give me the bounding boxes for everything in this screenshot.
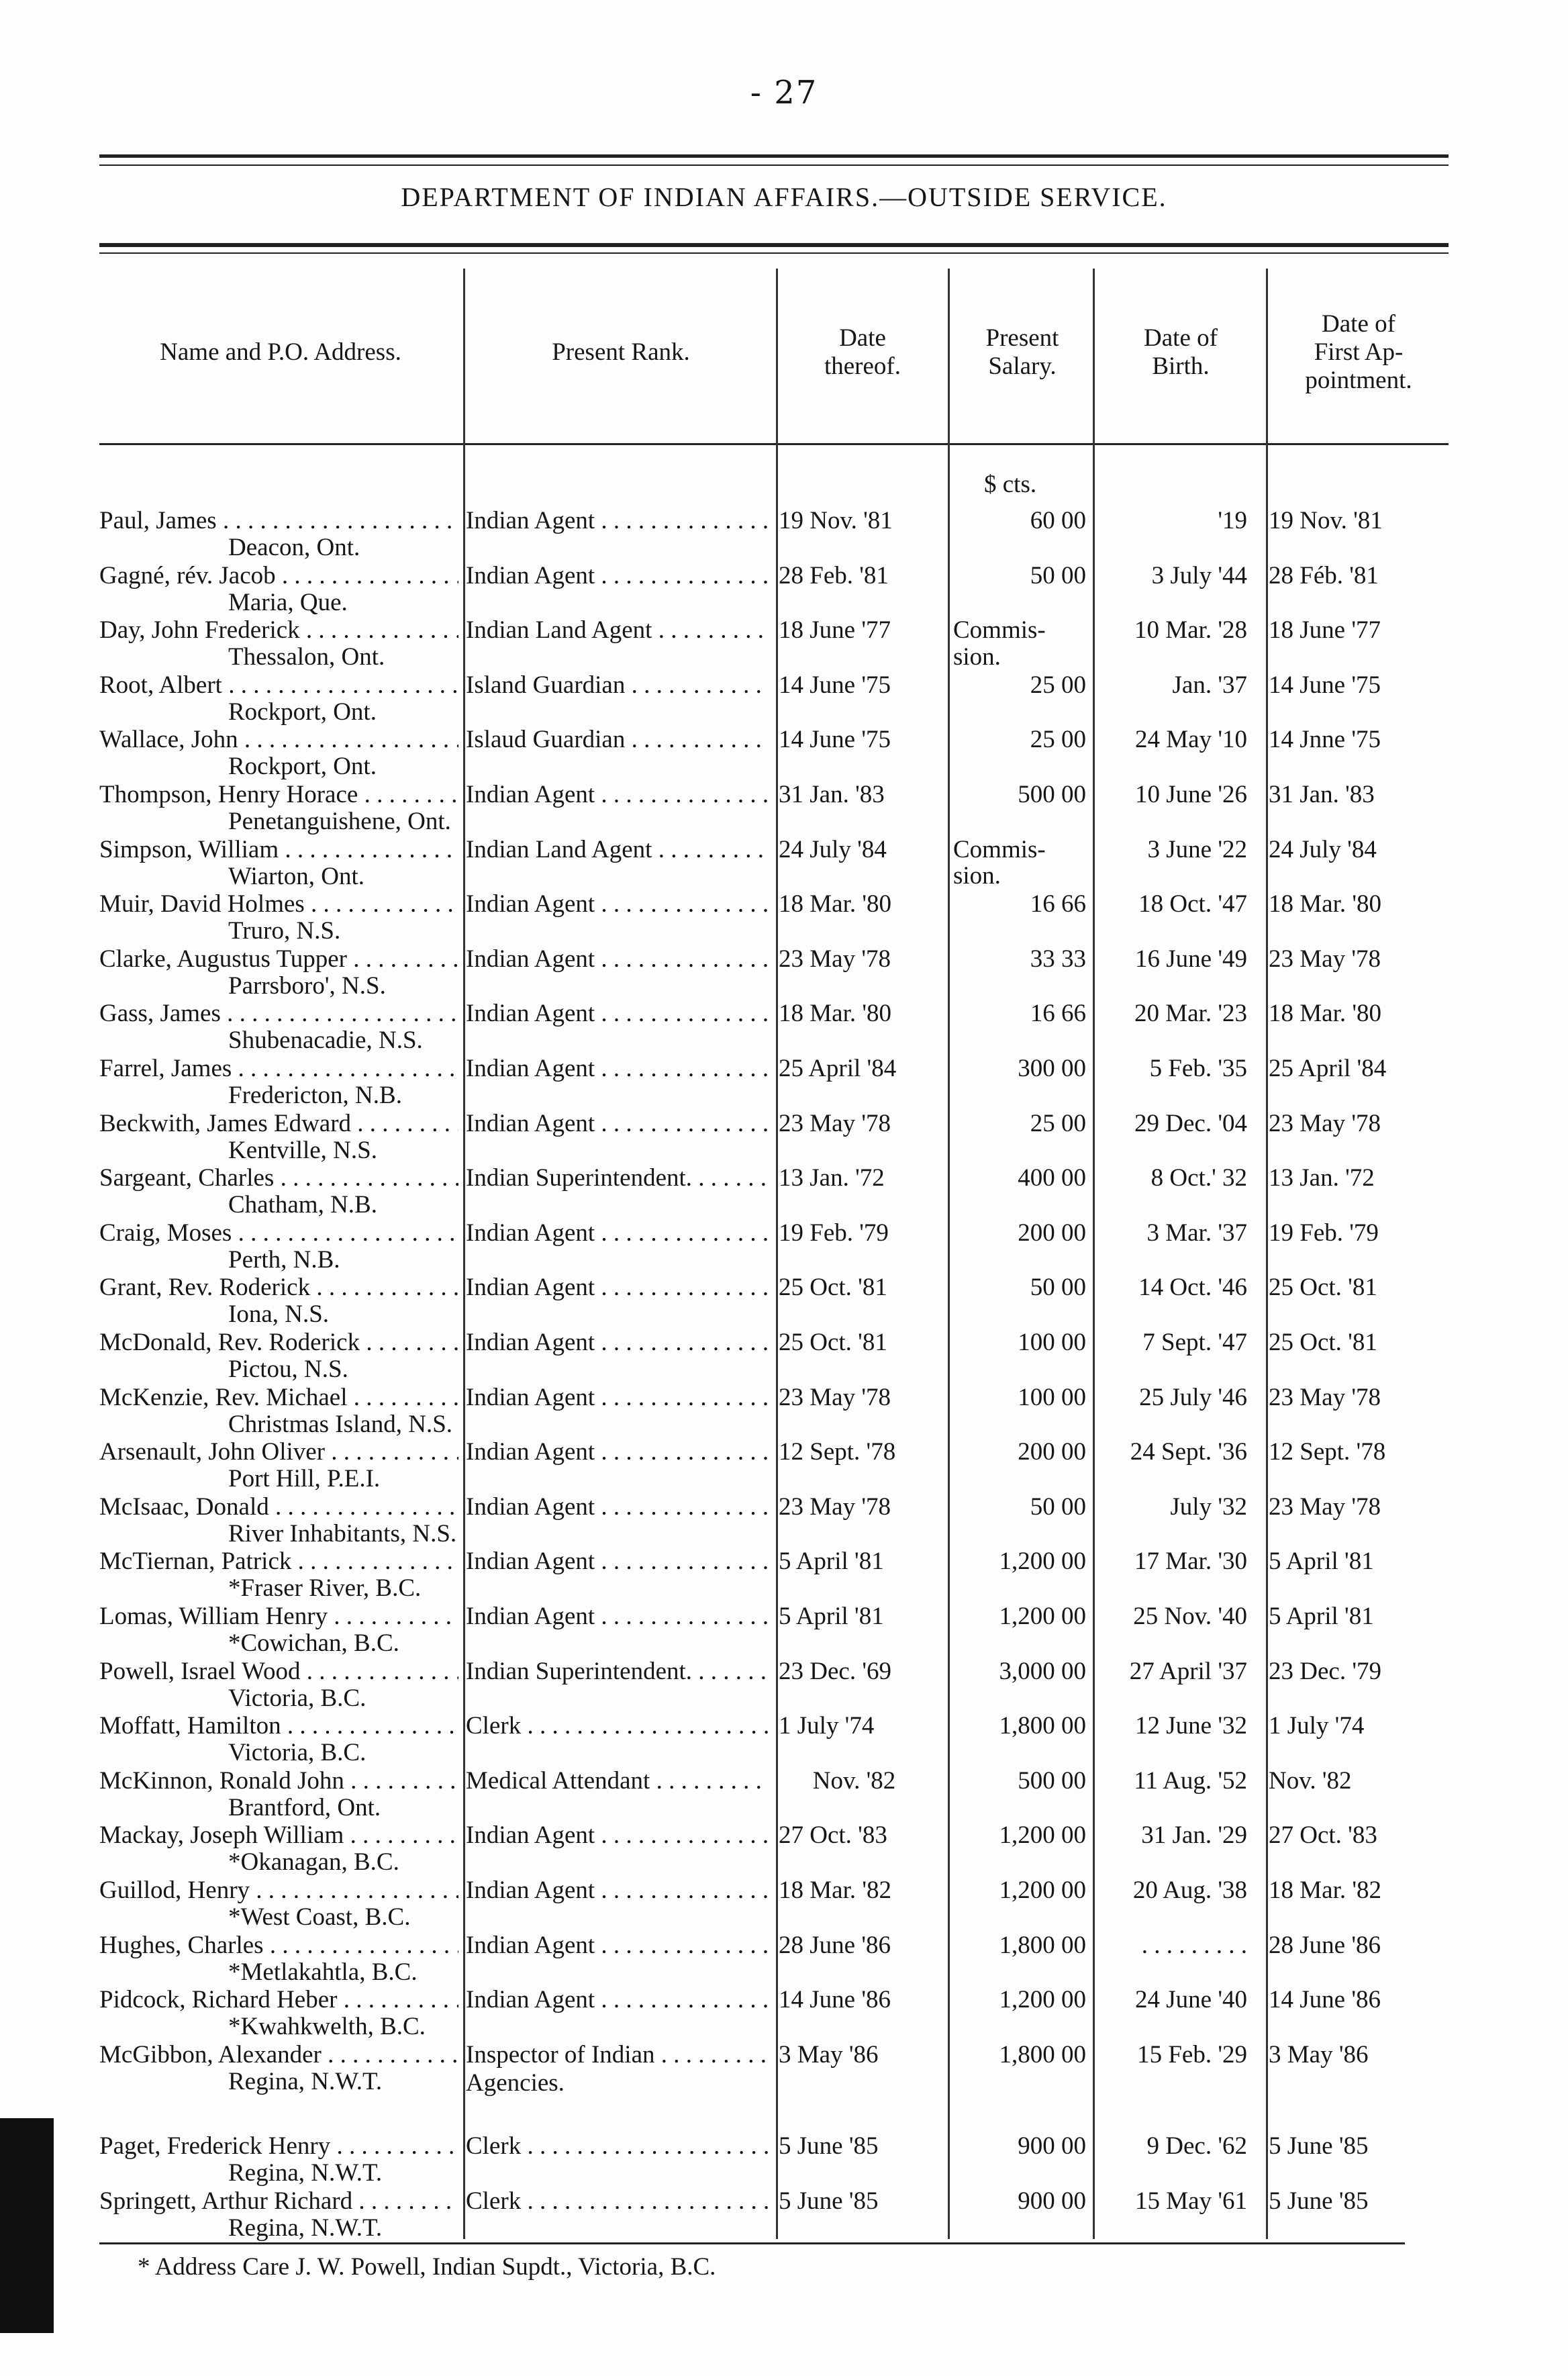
entry-address: Christmas Island, N.S.	[228, 1410, 453, 1438]
col-date-header: Date thereof.	[824, 324, 901, 380]
entry-birth: 20 Mar. '23	[1134, 1000, 1247, 1028]
entry-first-appointment: 14 June '75	[1269, 671, 1381, 699]
entry-date: 23 Dec. '69	[779, 1657, 891, 1685]
entry-first-appointment: 25 Oct. '81	[1269, 1329, 1377, 1356]
entry-name: Root, Albert . . .	[99, 671, 458, 700]
entry-date: 23 May '78	[779, 945, 891, 973]
entry-birth: 10 Mar. '28	[1134, 616, 1247, 645]
entry-first-appointment: 19 Feb. '79	[1269, 1219, 1379, 1247]
entry-address: Parrsboro', N.S.	[228, 971, 386, 1000]
entry-rank: Indian Agent . . .	[466, 1876, 769, 1905]
entry-date: 18 Mar. '80	[779, 890, 892, 918]
entry-name: Pidcock, Richard Heber . . .	[99, 1986, 458, 2014]
entry-date: 5 April '81	[779, 1603, 884, 1630]
entry-address: Rockport, Ont.	[228, 753, 377, 781]
entry-first-appointment: 23 Dec. '79	[1269, 1657, 1381, 1685]
entry-name: Farrel, James . . .	[99, 1055, 458, 1083]
header-rule-thin	[99, 252, 1449, 254]
table-row	[0, 1164, 1568, 1219]
entry-salary: 25 00	[1030, 1109, 1086, 1137]
entry-date: 18 June '77	[779, 616, 891, 645]
entry-rank: Indian Agent . . .	[466, 1384, 769, 1412]
entry-date: 3 May '86	[779, 2040, 879, 2069]
table-bottom-rule	[99, 2242, 1405, 2244]
entry-name: Clarke, Augustus Tupper . . .	[99, 945, 458, 973]
entry-address: Deacon, Ont.	[228, 534, 360, 561]
entry-address: Penetanguishene, Ont.	[228, 808, 451, 835]
entry-salary: 900 00	[1018, 2187, 1086, 2215]
entry-date: 25 April '84	[779, 1055, 897, 1082]
entry-date: 19 Feb. '79	[779, 1219, 889, 1247]
entry-first-appointment: 14 June '86	[1269, 1986, 1381, 2014]
page-number: - 27	[750, 74, 818, 111]
entry-rank: Clerk . . .	[466, 2187, 769, 2216]
entry-rank: Indian Agent . . .	[466, 1932, 769, 1960]
table-row	[0, 1821, 1568, 1876]
entry-first-appointment: 5 April '81	[1269, 1548, 1374, 1576]
entry-birth: 14 Oct. '46	[1138, 1274, 1247, 1302]
entry-rank: Indian Agent . . .	[466, 890, 769, 918]
table-row	[0, 781, 1568, 836]
entry-rank: Indian Agent . . .	[466, 562, 769, 590]
entry-birth: 25 Nov. '40	[1133, 1603, 1247, 1630]
entry-salary: 60 00	[1030, 507, 1086, 534]
entry-date: 5 June '85	[779, 2132, 879, 2160]
entry-salary: 300 00	[1018, 1055, 1086, 1082]
entry-salary: 25 00	[1030, 726, 1086, 754]
entry-birth: 24 May '10	[1135, 726, 1247, 754]
entry-rank: Indian Agent . . .	[466, 1055, 769, 1083]
entry-rank: Indian Superintendent. . . .	[466, 1658, 769, 1686]
entry-first-appointment: 25 April '84	[1269, 1055, 1387, 1082]
entry-first-appointment: Nov. '82	[1269, 1766, 1352, 1795]
entry-birth: 11 Aug. '52	[1134, 1766, 1247, 1795]
table-row	[0, 2041, 1568, 2096]
entry-birth: 25 July '46	[1139, 1383, 1247, 1411]
entry-first-appointment: 25 Oct. '81	[1269, 1274, 1377, 1302]
entry-rank: Indian Land Agent . . .	[466, 616, 769, 645]
entry-name: McKinnon, Ronald John . . .	[99, 1767, 458, 1795]
entry-name: McTiernan, Patrick . . .	[99, 1548, 458, 1576]
entry-birth: 27 April '37	[1129, 1657, 1247, 1685]
entry-date: 19 Nov. '81	[779, 507, 893, 534]
footnote: * Address Care J. W. Powell, Indian Supdt., Victoria, B.C.	[138, 2253, 716, 2281]
entry-first-appointment: 14 Jnne '75	[1269, 726, 1381, 754]
entry-salary: 200 00	[1018, 1438, 1086, 1466]
entry-name: Day, John Frederick . . .	[99, 616, 458, 645]
entry-name: McGibbon, Alexander . . .	[99, 2041, 458, 2069]
entry-address: Regina, N.W.T.	[228, 2067, 383, 2095]
entry-birth: 9 Dec. '62	[1146, 2132, 1247, 2160]
entry-rank: Indian Agent . . .	[466, 1000, 769, 1028]
entry-rank-continued: Agencies.	[466, 2069, 565, 2097]
entry-salary: 16 66	[1030, 890, 1086, 918]
entry-first-appointment: 5 June '85	[1269, 2132, 1369, 2160]
table-row	[0, 1712, 1568, 1767]
entry-name: Powell, Israel Wood . . .	[99, 1658, 458, 1686]
entry-first-appointment: 23 May '78	[1269, 1383, 1381, 1411]
table-row	[0, 1767, 1568, 1822]
entry-first-appointment: 27 Oct. '83	[1269, 1821, 1377, 1850]
table-row	[0, 1658, 1568, 1713]
table-row	[0, 1603, 1568, 1658]
col-first-header: Date of First Ap- pointment.	[1305, 310, 1412, 394]
entry-salary: 25 00	[1030, 671, 1086, 699]
entry-first-appointment: 5 June '85	[1269, 2187, 1369, 2215]
entry-address: Shubenacadie, N.S.	[228, 1027, 423, 1055]
entry-name: Paul, James . . .	[99, 507, 458, 535]
entry-date: 24 July '84	[779, 835, 887, 863]
entry-salary: 50 00	[1030, 1274, 1086, 1302]
entry-rank: Indian Agent . . .	[466, 1438, 769, 1466]
entry-salary: 100 00	[1018, 1383, 1086, 1411]
entry-birth: . . . . . . . . .	[1141, 1931, 1247, 1959]
table-row	[0, 726, 1568, 781]
entry-salary: 1,200 00	[999, 1876, 1086, 1904]
entry-address: Iona, N.S.	[228, 1300, 330, 1329]
entry-birth: 15 Feb. '29	[1137, 2040, 1247, 2069]
entry-birth: 3 July '44	[1151, 561, 1247, 589]
entry-name: Sargeant, Charles . . .	[99, 1164, 458, 1192]
header-bottom-rule	[99, 443, 1449, 445]
table-row	[0, 1493, 1568, 1548]
entry-rank: Indian Agent . . .	[466, 1493, 769, 1521]
entry-salary: Commis-	[953, 616, 1046, 645]
entry-address: Truro, N.S.	[228, 917, 341, 945]
entry-address: Wiarton, Ont.	[228, 862, 364, 890]
entry-first-appointment: 13 Jan. '72	[1269, 1164, 1375, 1192]
entry-birth: 17 Mar. '30	[1134, 1548, 1247, 1576]
table-row	[0, 1876, 1568, 1932]
entry-address: Victoria, B.C.	[228, 1739, 366, 1767]
entry-address: *West Coast, B.C.	[228, 1903, 411, 1931]
entry-name: Beckwith, James Edward . . .	[99, 1110, 458, 1138]
entry-address: Fredericton, N.B.	[228, 1082, 402, 1109]
entry-first-appointment: 24 July '84	[1269, 835, 1377, 863]
table-row	[0, 507, 1568, 562]
margin-mark	[0, 2118, 54, 2333]
entry-birth: 20 Aug. '38	[1132, 1876, 1247, 1904]
entry-first-appointment: 5 April '81	[1269, 1603, 1374, 1630]
entry-first-appointment: 31 Jan. '83	[1269, 781, 1375, 808]
table-row	[0, 1438, 1568, 1493]
entry-name: Lomas, William Henry . . .	[99, 1603, 458, 1631]
header-rule	[99, 243, 1449, 247]
entry-salary: 3,000 00	[999, 1657, 1086, 1685]
entry-date: 18 Mar. '82	[779, 1876, 892, 1904]
entry-date: 23 May '78	[779, 1109, 891, 1137]
entry-date: 14 June '86	[779, 1986, 891, 2014]
entry-salary-note: sion.	[953, 643, 1001, 671]
entry-rank: Indian Agent . . .	[466, 1219, 769, 1247]
col-name-header: Name and P.O. Address.	[160, 338, 401, 366]
entry-date: 12 Sept. '78	[779, 1438, 896, 1466]
entry-birth: 18 Oct. '47	[1138, 890, 1247, 918]
entry-rank: Indian Land Agent . . .	[466, 836, 769, 864]
table-row	[0, 945, 1568, 1000]
entry-name: McIsaac, Donald . . .	[99, 1493, 458, 1521]
table-row	[0, 836, 1568, 891]
salary-units: $ cts.	[984, 471, 1037, 498]
entry-rank: Medical Attendant . . .	[466, 1767, 769, 1795]
entry-rank: Indian Agent . . .	[466, 781, 769, 809]
entry-salary: 1,800 00	[999, 1931, 1086, 1959]
entry-rank: Indian Agent . . .	[466, 1821, 769, 1850]
entry-name: McDonald, Rev. Roderick . . .	[99, 1329, 458, 1357]
entry-rank: Indian Agent . . .	[466, 1274, 769, 1302]
entry-name: Paget, Frederick Henry . . .	[99, 2132, 458, 2160]
entry-birth: 15 May '61	[1135, 2187, 1247, 2215]
entry-address: *Cowichan, B.C.	[228, 1629, 399, 1657]
entry-address: *Kwahkwelth, B.C.	[228, 2013, 426, 2041]
entry-name: Muir, David Holmes . . .	[99, 890, 458, 918]
entry-name: Mackay, Joseph William . . .	[99, 1821, 458, 1850]
table-row	[0, 1110, 1568, 1165]
entry-salary: 200 00	[1018, 1219, 1086, 1247]
entry-name: Thompson, Henry Horace . . .	[99, 781, 458, 809]
entry-date: Nov. '82	[812, 1766, 896, 1795]
entry-birth: 24 Sept. '36	[1130, 1438, 1247, 1466]
entry-name: Hughes, Charles . . .	[99, 1932, 458, 1960]
entry-salary-note: sion.	[953, 862, 1001, 890]
entry-rank: Indian Agent . . .	[466, 1329, 769, 1357]
entry-date: 25 Oct. '81	[779, 1274, 887, 1302]
table-row	[0, 1986, 1568, 2041]
entry-rank: Indian Agent . . .	[466, 945, 769, 973]
entry-name: Grant, Rev. Roderick . . .	[99, 1274, 458, 1302]
entry-salary: 1,200 00	[999, 1603, 1086, 1630]
entry-date: 25 Oct. '81	[779, 1329, 887, 1356]
entry-date: 23 May '78	[779, 1492, 891, 1521]
entry-date: 14 June '75	[779, 671, 891, 699]
entry-birth: Jan. '37	[1172, 671, 1247, 699]
entry-rank: Island Guardian . . .	[466, 671, 769, 700]
entry-name: Arsenault, John Oliver . . .	[99, 1438, 458, 1466]
entry-date: 13 Jan. '72	[779, 1164, 885, 1192]
entry-date: 18 Mar. '80	[779, 1000, 892, 1028]
entry-address: Pictou, N.S.	[228, 1356, 348, 1383]
entry-name: Simpson, William . . .	[99, 836, 458, 864]
entry-address: Kentville, N.S.	[228, 1136, 377, 1164]
entry-name: Gass, James . . .	[99, 1000, 458, 1028]
entry-birth: 10 June '26	[1135, 781, 1247, 808]
entry-address: Thessalon, Ont.	[228, 643, 385, 671]
entry-date: 28 June '86	[779, 1931, 891, 1959]
entry-salary: 1,200 00	[999, 1548, 1086, 1576]
entry-first-appointment: 18 June '77	[1269, 616, 1381, 645]
entry-date: 23 May '78	[779, 1383, 891, 1411]
col-salary-header: Present Salary.	[985, 324, 1059, 380]
entry-first-appointment: 28 June '86	[1269, 1931, 1381, 1959]
entry-birth: July '32	[1170, 1492, 1247, 1521]
entry-rank: Clerk . . .	[466, 2132, 769, 2160]
entry-salary: 16 66	[1030, 1000, 1086, 1028]
entry-address: River Inhabitants, N.S.	[228, 1519, 456, 1548]
top-rule-thin	[99, 164, 1449, 166]
entry-salary: 33 33	[1030, 945, 1086, 973]
entry-first-appointment: 18 Mar. '80	[1269, 890, 1382, 918]
entry-birth: 16 June '49	[1135, 945, 1247, 973]
entry-rank: Indian Agent . . .	[466, 1986, 769, 2014]
entry-date: 28 Feb. '81	[779, 561, 889, 589]
entry-salary: 500 00	[1018, 1766, 1086, 1795]
table-row	[0, 1000, 1568, 1055]
entry-address: *Metlakahtla, B.C.	[228, 1958, 418, 1986]
table-row	[0, 616, 1568, 671]
entry-birth: 3 Mar. '37	[1146, 1219, 1247, 1247]
entry-salary: 1,800 00	[999, 1712, 1086, 1740]
entry-salary: 50 00	[1030, 561, 1086, 589]
entry-first-appointment: 3 May '86	[1269, 2040, 1369, 2069]
entry-address: Port Hill, P.E.I.	[228, 1465, 381, 1493]
entry-first-appointment: 1 July '74	[1269, 1712, 1365, 1740]
table-row	[0, 1932, 1568, 1987]
entry-address: Brantford, Ont.	[228, 1793, 381, 1821]
table-row	[0, 1329, 1568, 1384]
entry-rank: Inspector of Indian . . .	[466, 2041, 769, 2069]
entry-birth: '19	[1218, 507, 1247, 534]
entry-name: Guillod, Henry . . .	[99, 1876, 458, 1905]
entry-date: 1 July '74	[779, 1712, 875, 1740]
entry-rank: Indian Agent . . .	[466, 507, 769, 535]
entry-salary: 1,200 00	[999, 1986, 1086, 2014]
entry-address: Regina, N.W.T.	[228, 2159, 383, 2187]
entry-first-appointment: 18 Mar. '80	[1269, 1000, 1382, 1028]
entry-salary: 400 00	[1018, 1164, 1086, 1192]
entry-birth: 7 Sept. '47	[1142, 1329, 1247, 1356]
entry-birth: 29 Dec. '04	[1134, 1109, 1247, 1137]
col-rank-header: Present Rank.	[552, 338, 690, 366]
entry-date: 31 Jan. '83	[779, 781, 885, 808]
entry-first-appointment: 28 Féb. '81	[1269, 561, 1379, 589]
table-row	[0, 562, 1568, 617]
entry-address: *Fraser River, B.C.	[228, 1574, 422, 1603]
entry-first-appointment: 12 Sept. '78	[1269, 1438, 1386, 1466]
entry-birth: 5 Feb. '35	[1149, 1055, 1247, 1082]
entry-rank: Islaud Guardian . . .	[466, 726, 769, 754]
entry-name: Wallace, John . . .	[99, 726, 458, 754]
entry-first-appointment: 23 May '78	[1269, 945, 1381, 973]
table-row	[0, 2187, 1568, 2242]
table-row	[0, 1384, 1568, 1439]
entry-address: Chatham, N.B.	[228, 1191, 377, 1219]
table-row	[0, 1219, 1568, 1274]
column-header-row	[0, 269, 1568, 436]
entry-date: 14 June '75	[779, 726, 891, 754]
entry-salary: 50 00	[1030, 1492, 1086, 1521]
entry-date: 5 April '81	[779, 1548, 884, 1576]
entry-salary: 1,800 00	[999, 2040, 1086, 2069]
entry-address: *Okanagan, B.C.	[228, 1848, 399, 1876]
page-title: DEPARTMENT OF INDIAN AFFAIRS.—OUTSIDE SERVICE.	[401, 182, 1167, 212]
entry-salary: 900 00	[1018, 2132, 1086, 2160]
top-rule	[99, 154, 1449, 158]
table-row	[0, 2132, 1568, 2187]
entry-name: Springett, Arthur Richard . . .	[99, 2187, 458, 2216]
entry-date: 27 Oct. '83	[779, 1821, 887, 1850]
entry-first-appointment: 23 May '78	[1269, 1109, 1381, 1137]
entry-date: 5 June '85	[779, 2187, 879, 2215]
entry-address: Rockport, Ont.	[228, 698, 377, 726]
entry-rank: Indian Agent . . .	[466, 1110, 769, 1138]
entry-first-appointment: 18 Mar. '82	[1269, 1876, 1382, 1904]
entry-address: Perth, N.B.	[228, 1245, 340, 1274]
entry-salary: 500 00	[1018, 781, 1086, 808]
entry-rank: Indian Agent . . .	[466, 1548, 769, 1576]
entry-name: McKenzie, Rev. Michael . . .	[99, 1384, 458, 1412]
entry-rank: Indian Superintendent. . . .	[466, 1164, 769, 1192]
entry-first-appointment: 19 Nov. '81	[1269, 507, 1383, 534]
entry-salary: Commis-	[953, 835, 1046, 863]
col-birth-header: Date of Birth.	[1144, 324, 1218, 380]
entry-name: Gagné, rév. Jacob . . .	[99, 562, 458, 590]
entry-address: Maria, Que.	[228, 588, 348, 616]
entry-name: Moffatt, Hamilton . . .	[99, 1712, 458, 1740]
entry-rank: Clerk . . .	[466, 1712, 769, 1740]
entry-name: Craig, Moses . . .	[99, 1219, 458, 1247]
table-row	[0, 1274, 1568, 1329]
entry-rank: Indian Agent . . .	[466, 1603, 769, 1631]
table-row	[0, 1548, 1568, 1603]
entry-first-appointment: 23 May '78	[1269, 1492, 1381, 1521]
entry-address: Regina, N.W.T.	[228, 2214, 383, 2242]
entry-birth: 24 June '40	[1135, 1986, 1247, 2014]
entry-birth: 31 Jan. '29	[1141, 1821, 1247, 1850]
entry-address: Victoria, B.C.	[228, 1684, 366, 1712]
entry-salary: 100 00	[1018, 1329, 1086, 1356]
entry-birth: 12 June '32	[1135, 1712, 1247, 1740]
entry-salary: 1,200 00	[999, 1821, 1086, 1850]
entry-birth: 8 Oct.' 32	[1150, 1164, 1247, 1192]
table-row	[0, 1055, 1568, 1110]
entry-birth: 3 June '22	[1147, 835, 1247, 863]
